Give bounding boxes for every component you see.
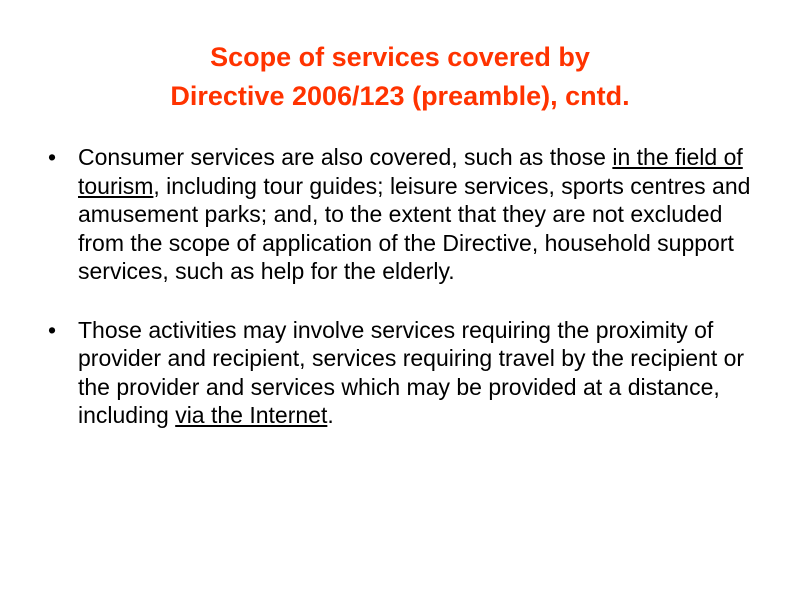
bullet-text-after: , including tour guides; leisure services, sports centres and amusement parks; and, to the extent that they are not excluded from the scope of application of the Directive, household support services, such as help for the elderly. [78,172,751,284]
bullet-list [48,143,758,430]
bullet-item-activities [48,316,758,430]
bullet-text-before: Those activities may involve services requiring the proximity of provider and recipient, services requiring travel by the recipient or the provider and services which may be provided at a distance, including [78,316,745,428]
slide-title [0,38,800,116]
internet-underlined-text: via the Internet [175,402,328,428]
bullet-icon: • [48,144,57,170]
bullet-icon: • [48,316,57,343]
bullet-text-after: . [327,402,334,428]
bullet-item-consumer-services [48,143,758,286]
slide-title-line-2: Directive 2006/123 (preamble), cntd. [170,81,630,111]
slide-title-line-1: Scope of services covered by [210,42,590,72]
tourism-underlined-text: in the field of tourism [78,144,743,199]
bullet-text-before: Consumer services are also covered, such as those [78,144,613,170]
